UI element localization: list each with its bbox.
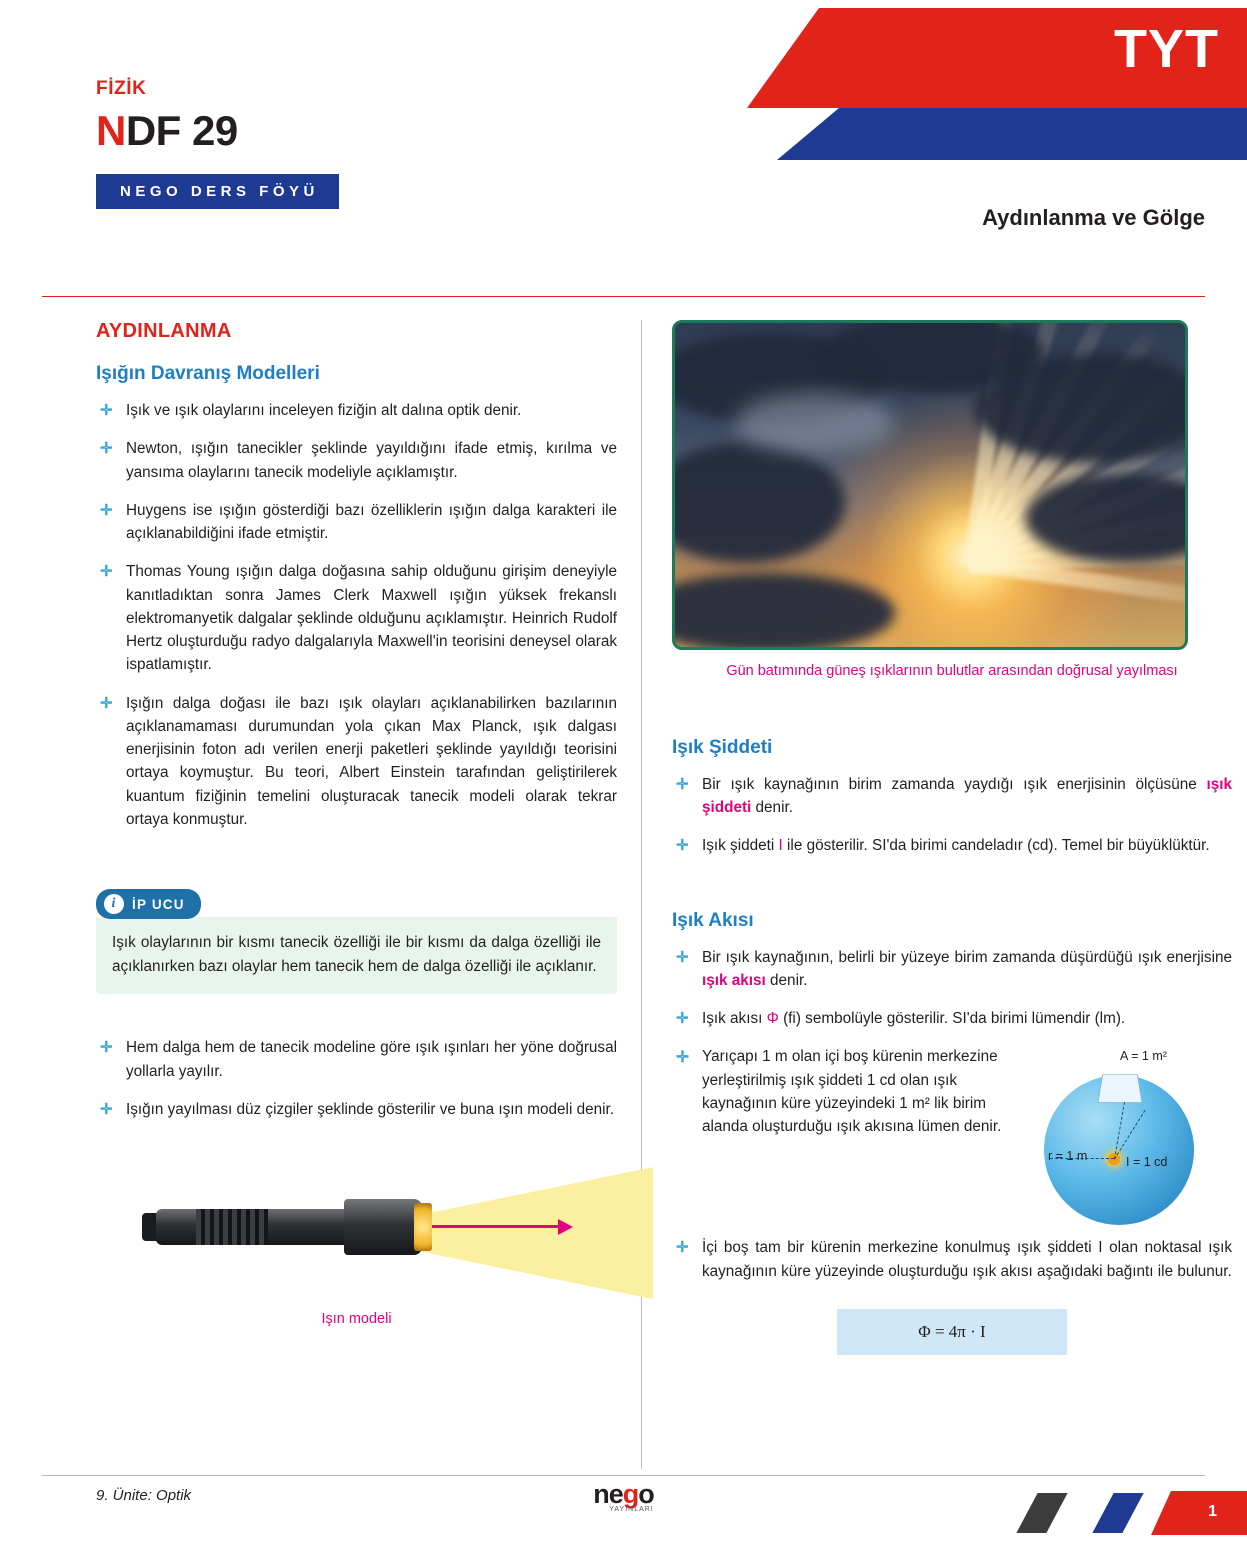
flashlight-head [344,1199,422,1255]
topic-title: Aydınlanma ve Gölge [982,205,1205,230]
publisher-logo [593,1479,654,1513]
sunset-photo [672,320,1188,650]
list-item-text: Thomas Young ışığın dalga doğasına sahip olduğunu girişim deneyiyle kanıtladıktan sonra James Clerk Maxwell ışığın yüksek frekanslı elektromanyetik dalgalar şeklinde olduğunu açıklamıştır. Heinrich Rudolf Hertz oluşturduğu radyo dalgalarıyla Maxwell'in teorisini deneysel olarak ispatlamıştır. [126,563,617,674]
list-item-text: Huygens ise ışığın gösterdiği bazı özelliklerin ışığın dalga karakteri ile açıklanabildiğini ifade etmiştir. [126,501,617,542]
tip-box-text: Işık olaylarının bir kısmı tanecik özelliği ile bir kısmı da dalga özelliği ile açıklanırken bazı olaylar hem tanecik hem de dalga özelliği ile açıklanır. [96,917,617,994]
plus-bullet-icon: ✛ [100,402,113,419]
footer-unit-label: 9. Ünite: Optik [96,1487,192,1504]
section-title-isik-akisi: Işık Akısı [672,909,754,931]
isik-akisi-list-2 [672,1236,1232,1283]
light-beam-shape [421,1167,653,1299]
tip-box-label: İP UCU [132,896,185,912]
subsection-title-modeller: Işığın Davranış Modelleri [96,363,320,384]
list-item-text-post: ile gösterilir. SI'da birimi candeladır (cd). Temel bir büyüklüktür. [782,837,1210,855]
list-item [96,1036,617,1083]
footer-divider [42,1475,1205,1476]
list-item-text-post: denir. [765,971,808,989]
plus-bullet-icon: ✛ [676,1010,689,1028]
list-item-text-pre: Bir ışık kaynağının, belirli bir yüzeye birim zamanda düşürdüğü ışık enerjisine [702,948,1232,966]
page-content [0,320,1247,1469]
list-item [96,692,617,832]
list-item-text: Yarıçapı 1 m olan içi boş kürenin merkezine yerleştirilmiş ışık şiddeti 1 cd olan ışık kaynağının küre yüzeyindeki 1 m² lik birim alanda oluşturduğu ışık akısına lümen denir. [702,1048,1002,1136]
formula-box: Φ = 4π · I [837,1309,1067,1355]
tip-box-header [96,889,201,919]
list-item [672,773,1232,820]
list-item [96,499,617,546]
header-left [96,78,339,209]
plus-bullet-icon: ✛ [676,1049,689,1067]
label-intensity: I = 1 cd [1126,1155,1168,1170]
plus-bullet-icon: ✛ [676,948,689,966]
plus-bullet-icon: ✛ [676,775,689,793]
sphere-figure [1022,1045,1232,1220]
list-item [96,437,617,484]
cloud-highlight [735,393,895,453]
header-divider [42,296,1205,297]
list-item-text: Işık ve ışık olaylarını inceleyen fiziğin alt dalına optik denir. [126,402,522,419]
plus-bullet-icon: ✛ [100,440,113,458]
document-code-initial: N [96,107,126,154]
list-item-text-post: (fi) sembolüyle gösterilir. SI'da birimi lümendir (lm). [778,1010,1126,1028]
list-item-text: Işığın dalga doğası ile bazı ışık olayları açıklanabilirken bazılarının açıklanamaması durumundan yola çıkan Max Planck, ışık dalgası enerjisinin foton adı verilen enerji paketleri şeklinde yayıldığı teorisini ortaya koymuştur. Bu teori, Albert Einstein tarafından geliştirilerek kuantum fiziğinin temelini oluşturacak tanecik modeli olarak tekrar ortaya konmuştur. [126,694,617,828]
left-bullet-list [96,399,617,831]
left-column [96,320,641,1469]
list-item-text-post: denir. [751,799,793,817]
document-code-rest: DF 29 [125,107,238,154]
section-title-aydinlanma: AYDINLANMA [96,320,232,342]
right-column [672,320,1232,1469]
plus-bullet-icon: ✛ [100,1039,113,1057]
list-item-text: İçi boş tam bir kürenin merkezine konulmuş ışık şiddeti I olan noktasal ışık kaynağının küre yüzeyinde oluşturduğu ışık akısı aşağıdaki bağıntı ile bulunur. [702,1239,1232,1280]
isik-siddeti-list [672,773,1232,858]
banner-blue-block [777,108,1247,160]
plus-bullet-icon: ✛ [100,694,113,712]
label-area: A = 1 m² [1120,1049,1167,1064]
list-item [672,1045,1010,1138]
list-item-text-pre: Bir ışık kaynağının birim zamanda yaydığı ışık enerjisinin ölçüsüne [702,775,1207,793]
list-item [96,399,617,422]
document-code [96,107,339,154]
list-item [672,1007,1232,1030]
ray-arrow-line [432,1225,562,1228]
plus-bullet-icon: ✛ [100,1100,113,1118]
photo-caption: Gün batımında güneş ışıklarının bulutlar arasından doğrusal yayılması [726,663,1178,679]
list-item [96,1098,617,1121]
ray-arrow-head-icon [558,1219,573,1235]
highlight-term: ışık akısı [702,971,766,989]
subject-label: FİZİK [96,78,147,99]
tip-box [96,889,617,994]
logo-subtext: YAYINLARI [609,1506,654,1513]
flashlight-lens [414,1203,432,1251]
plus-bullet-icon: ✛ [676,837,689,855]
plus-bullet-icon: ✛ [100,563,113,581]
page-footer [0,1469,1247,1559]
exam-tag-label: TYT [1114,19,1219,79]
list-item-text-pre: Işık şiddeti [702,837,779,855]
figure-caption-isin-modeli: Işın modeli [321,1311,392,1328]
list-item-text-pre: Işık akısı [702,1010,767,1028]
highlight-term: ışık şiddeti [702,775,1232,817]
sphere-area-patch [1097,1075,1143,1104]
logo-part-c: o [638,1479,654,1509]
flashlight-grip [196,1209,268,1245]
list-item [672,946,1232,993]
symbol-phi: Φ [766,1010,779,1028]
list-item-text: Newton, ışığın tanecikler şeklinde yayıldığını ifade etmiş, kırılma ve yansıma olaylarını tanecik modeliyle açıklamıştır. [126,440,617,481]
info-icon: i [104,894,124,914]
isik-akisi-list [672,946,1232,1031]
list-item-text: Işığın yayılması düz çizgiler şeklinde gösterilir ve buna ışın modeli denir. [126,1100,615,1118]
list-item [96,560,617,676]
flashlight-figure [96,1159,617,1328]
logo-part-a: ne [593,1479,623,1509]
section-title-isik-siddeti: Işık Şiddeti [672,736,773,758]
sphere-explanation-row [672,1045,1232,1220]
list-item [672,1236,1232,1283]
plus-bullet-icon: ✛ [100,501,113,519]
plus-bullet-icon: ✛ [676,1239,689,1257]
series-badge: NEGO DERS FÖYÜ [96,174,339,209]
page-number: 1 [1208,1503,1217,1520]
list-item-text: Hem dalga hem de tanecik modeline göre ışık ışınları her yöne doğrusal yollarla yayılır. [126,1039,617,1080]
header-banner [727,0,1247,180]
page-header [0,0,1247,270]
logo-part-b: g [622,1479,639,1509]
symbol-I: I [778,837,783,855]
page-number-block [1151,1491,1247,1535]
list-item [672,834,1232,857]
label-radius: r = 1 m [1048,1149,1088,1164]
left-bullet-list-secondary [96,1036,617,1121]
